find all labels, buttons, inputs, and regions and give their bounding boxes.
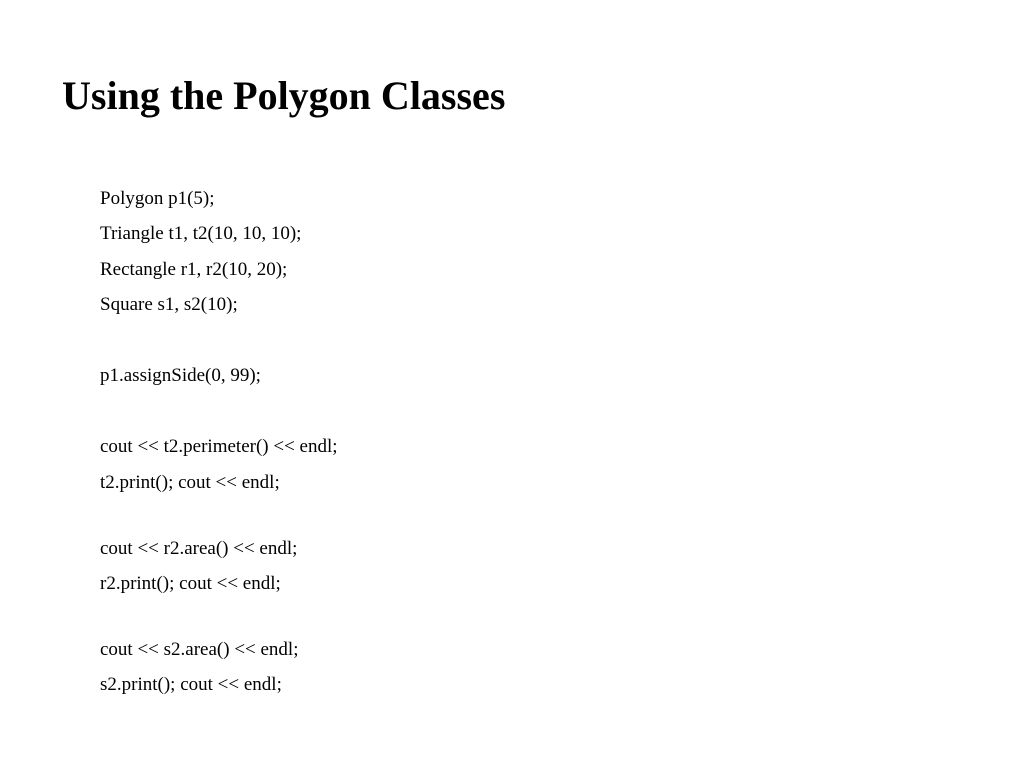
code-line-triangle-declaration: Triangle t1, t2(10, 10, 10); [100,223,302,244]
code-line-rectangle-print: r2.print(); cout << endl; [100,573,281,594]
code-line-square-print: s2.print(); cout << endl; [100,674,282,695]
code-line-rectangle-declaration: Rectangle r1, r2(10, 20); [100,259,288,280]
code-line-assign-side: p1.assignSide(0, 99); [100,365,261,386]
slide-title: Using the Polygon Classes [62,73,506,118]
code-line-rectangle-area: cout << r2.area() << endl; [100,538,298,559]
code-line-square-area: cout << s2.area() << endl; [100,639,299,660]
code-line-square-declaration: Square s1, s2(10); [100,294,238,315]
code-line-triangle-perimeter: cout << t2.perimeter() << endl; [100,436,338,457]
code-line-triangle-print: t2.print(); cout << endl; [100,472,280,493]
code-line-polygon-declaration: Polygon p1(5); [100,188,215,209]
